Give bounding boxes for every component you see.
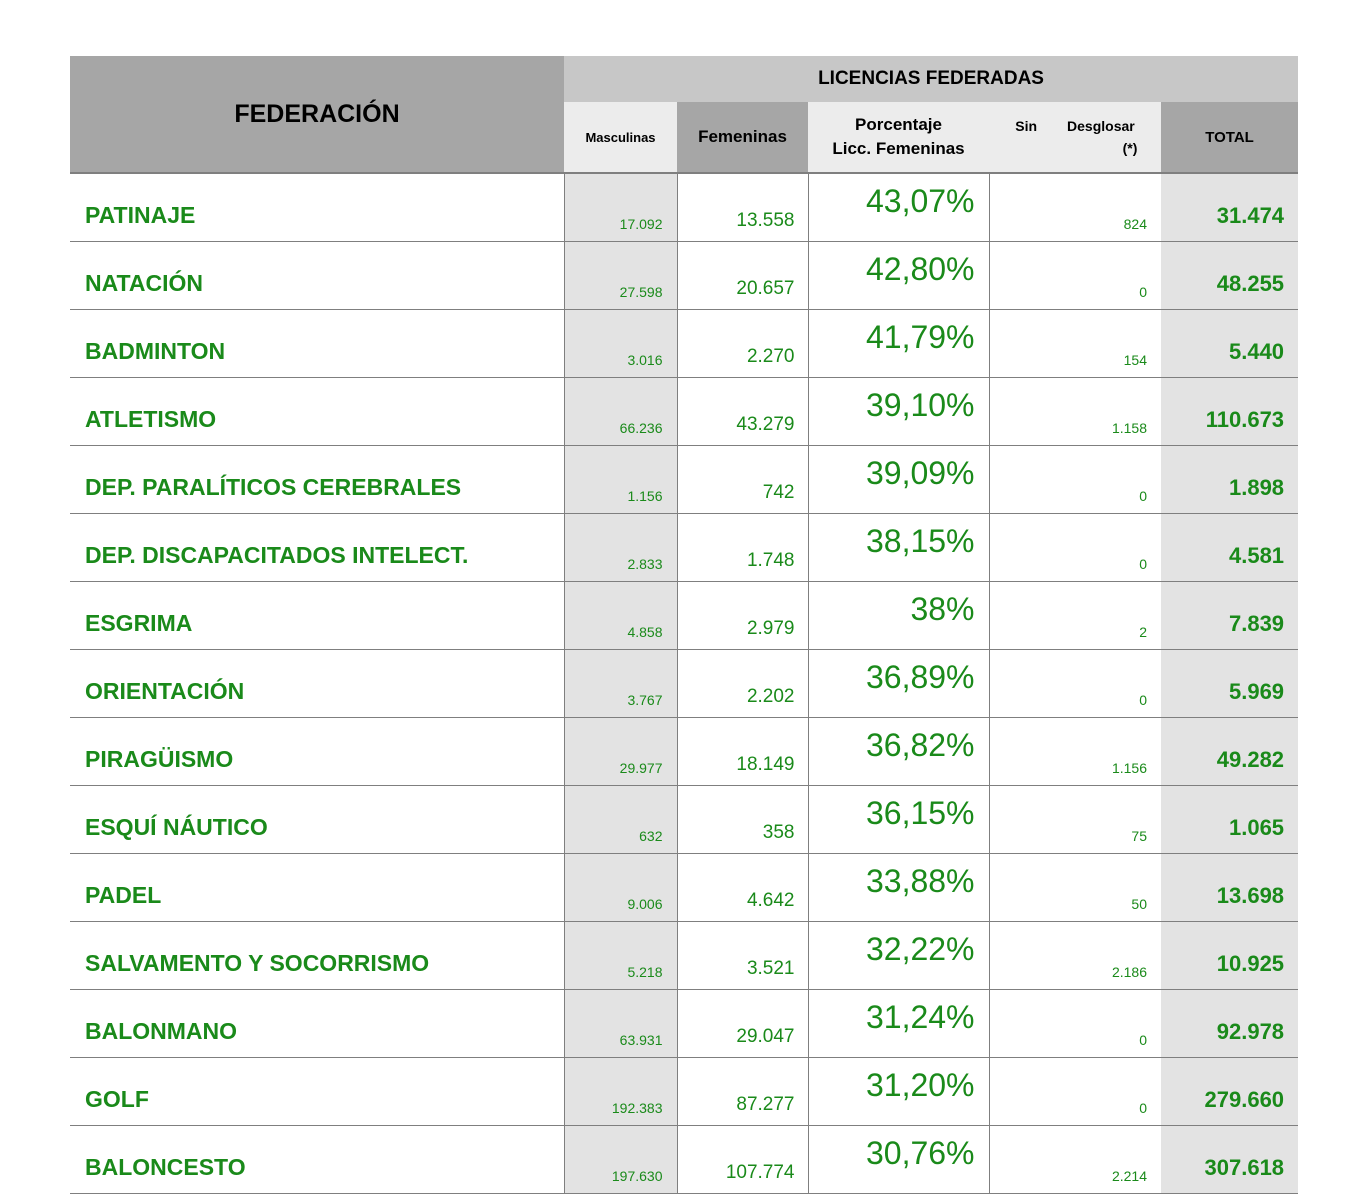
- total-cell: 31.474: [1161, 173, 1298, 242]
- federation-name: ESGRIMA: [70, 582, 564, 650]
- total-cell: 5.440: [1161, 310, 1298, 378]
- masculinas-cell: 3.016: [564, 310, 677, 378]
- federation-name: DEP. DISCAPACITADOS INTELECT.: [70, 514, 564, 582]
- federation-name: ORIENTACIÓN: [70, 650, 564, 718]
- femeninas-cell: 2.270: [677, 310, 808, 378]
- masculinas-cell: 29.977: [564, 718, 677, 786]
- femeninas-cell: 2.202: [677, 650, 808, 718]
- federation-name: BALONCESTO: [70, 1126, 564, 1194]
- masculinas-cell: 17.092: [564, 173, 677, 242]
- federation-name: PATINAJE: [70, 173, 564, 242]
- header-masculinas: Masculinas: [564, 102, 677, 173]
- sin-desglosar-cell: 0: [989, 514, 1161, 582]
- porcentaje-cell: 36,82%: [808, 718, 989, 786]
- sin-desglosar-cell: 2: [989, 582, 1161, 650]
- total-cell: 1.898: [1161, 446, 1298, 514]
- femeninas-cell: 13.558: [677, 173, 808, 242]
- femeninas-cell: 742: [677, 446, 808, 514]
- porcentaje-cell: 30,76%: [808, 1126, 989, 1194]
- total-cell: 5.969: [1161, 650, 1298, 718]
- table-row: [70, 310, 1298, 378]
- federation-name: NATACIÓN: [70, 242, 564, 310]
- licencias-table: [70, 56, 1298, 1194]
- federation-name: PADEL: [70, 854, 564, 922]
- total-cell: 49.282: [1161, 718, 1298, 786]
- sin-desglosar-cell: 154: [989, 310, 1161, 378]
- porcentaje-cell: 38,15%: [808, 514, 989, 582]
- total-cell: 1.065: [1161, 786, 1298, 854]
- porcentaje-cell: 33,88%: [808, 854, 989, 922]
- sin-desglosar-cell: 0: [989, 446, 1161, 514]
- header-licencias-federadas: LICENCIAS FEDERADAS: [564, 56, 1298, 102]
- total-cell: 7.839: [1161, 582, 1298, 650]
- femeninas-cell: 18.149: [677, 718, 808, 786]
- femeninas-cell: 87.277: [677, 1058, 808, 1126]
- porcentaje-cell: 36,89%: [808, 650, 989, 718]
- federation-name: BALONMANO: [70, 990, 564, 1058]
- table-row: [70, 1126, 1298, 1194]
- total-cell: 279.660: [1161, 1058, 1298, 1126]
- sin-desglosar-cell: 1.156: [989, 718, 1161, 786]
- masculinas-cell: 192.383: [564, 1058, 677, 1126]
- masculinas-cell: 63.931: [564, 990, 677, 1058]
- porcentaje-cell: 31,24%: [808, 990, 989, 1058]
- porcentaje-cell: 31,20%: [808, 1058, 989, 1126]
- sin-desglosar-cell: 0: [989, 1058, 1161, 1126]
- sin-desglosar-cell: 824: [989, 173, 1161, 242]
- masculinas-cell: 27.598: [564, 242, 677, 310]
- masculinas-cell: 3.767: [564, 650, 677, 718]
- table-row: [70, 582, 1298, 650]
- masculinas-cell: 197.630: [564, 1126, 677, 1194]
- table-row: [70, 514, 1298, 582]
- header-sin-word: Sin: [1015, 118, 1038, 134]
- total-cell: 48.255: [1161, 242, 1298, 310]
- federation-name: ATLETISMO: [70, 378, 564, 446]
- masculinas-cell: 2.833: [564, 514, 677, 582]
- table-row: [70, 990, 1298, 1058]
- header-porcentaje-line1: Porcentaje: [855, 115, 942, 134]
- masculinas-cell: 66.236: [564, 378, 677, 446]
- table-row: [70, 378, 1298, 446]
- sin-desglosar-cell: 2.214: [989, 1126, 1161, 1194]
- table-row: [70, 446, 1298, 514]
- masculinas-cell: 4.858: [564, 582, 677, 650]
- federation-name: ESQUÍ NÁUTICO: [70, 786, 564, 854]
- porcentaje-cell: 41,79%: [808, 310, 989, 378]
- femeninas-cell: 43.279: [677, 378, 808, 446]
- total-cell: 10.925: [1161, 922, 1298, 990]
- porcentaje-cell: 39,10%: [808, 378, 989, 446]
- federation-name: SALVAMENTO Y SOCORRISMO: [70, 922, 564, 990]
- sin-desglosar-cell: 50: [989, 854, 1161, 922]
- table-row: [70, 854, 1298, 922]
- table-row: [70, 718, 1298, 786]
- total-cell: 110.673: [1161, 378, 1298, 446]
- porcentaje-cell: 39,09%: [808, 446, 989, 514]
- total-cell: 4.581: [1161, 514, 1298, 582]
- header-femeninas: Femeninas: [677, 102, 808, 173]
- header-total: TOTAL: [1161, 102, 1298, 173]
- porcentaje-cell: 36,15%: [808, 786, 989, 854]
- header-sin-note: (*): [1122, 140, 1138, 156]
- total-cell: 307.618: [1161, 1126, 1298, 1194]
- porcentaje-cell: 32,22%: [808, 922, 989, 990]
- total-cell: 13.698: [1161, 854, 1298, 922]
- femeninas-cell: 4.642: [677, 854, 808, 922]
- sin-desglosar-cell: 1.158: [989, 378, 1161, 446]
- table-row: [70, 786, 1298, 854]
- sin-desglosar-cell: 0: [989, 242, 1161, 310]
- femeninas-cell: 1.748: [677, 514, 808, 582]
- header-sin-desglosar: [989, 102, 1161, 173]
- porcentaje-cell: 42,80%: [808, 242, 989, 310]
- total-cell: 92.978: [1161, 990, 1298, 1058]
- porcentaje-cell: 43,07%: [808, 173, 989, 242]
- femeninas-cell: 107.774: [677, 1126, 808, 1194]
- masculinas-cell: 9.006: [564, 854, 677, 922]
- table-row: [70, 242, 1298, 310]
- masculinas-cell: 5.218: [564, 922, 677, 990]
- sin-desglosar-cell: 75: [989, 786, 1161, 854]
- femeninas-cell: 358: [677, 786, 808, 854]
- table-row: [70, 1058, 1298, 1126]
- sin-desglosar-cell: 0: [989, 650, 1161, 718]
- sin-desglosar-cell: 0: [989, 990, 1161, 1058]
- sin-desglosar-cell: 2.186: [989, 922, 1161, 990]
- table-row: [70, 922, 1298, 990]
- header-federacion: FEDERACIÓN: [70, 56, 564, 173]
- masculinas-cell: 632: [564, 786, 677, 854]
- header-porcentaje-line2: Licc. Femeninas: [832, 139, 965, 158]
- header-desglosar-word: Desglosar: [1067, 118, 1135, 134]
- femeninas-cell: 3.521: [677, 922, 808, 990]
- porcentaje-cell: 38%: [808, 582, 989, 650]
- table-row: [70, 650, 1298, 718]
- femeninas-cell: 2.979: [677, 582, 808, 650]
- federation-name: GOLF: [70, 1058, 564, 1126]
- federation-name: DEP. PARALÍTICOS CEREBRALES: [70, 446, 564, 514]
- table-row: [70, 173, 1298, 242]
- federation-name: BADMINTON: [70, 310, 564, 378]
- header-porcentaje: [808, 102, 989, 173]
- federation-name: PIRAGÜISMO: [70, 718, 564, 786]
- femeninas-cell: 20.657: [677, 242, 808, 310]
- femeninas-cell: 29.047: [677, 990, 808, 1058]
- masculinas-cell: 1.156: [564, 446, 677, 514]
